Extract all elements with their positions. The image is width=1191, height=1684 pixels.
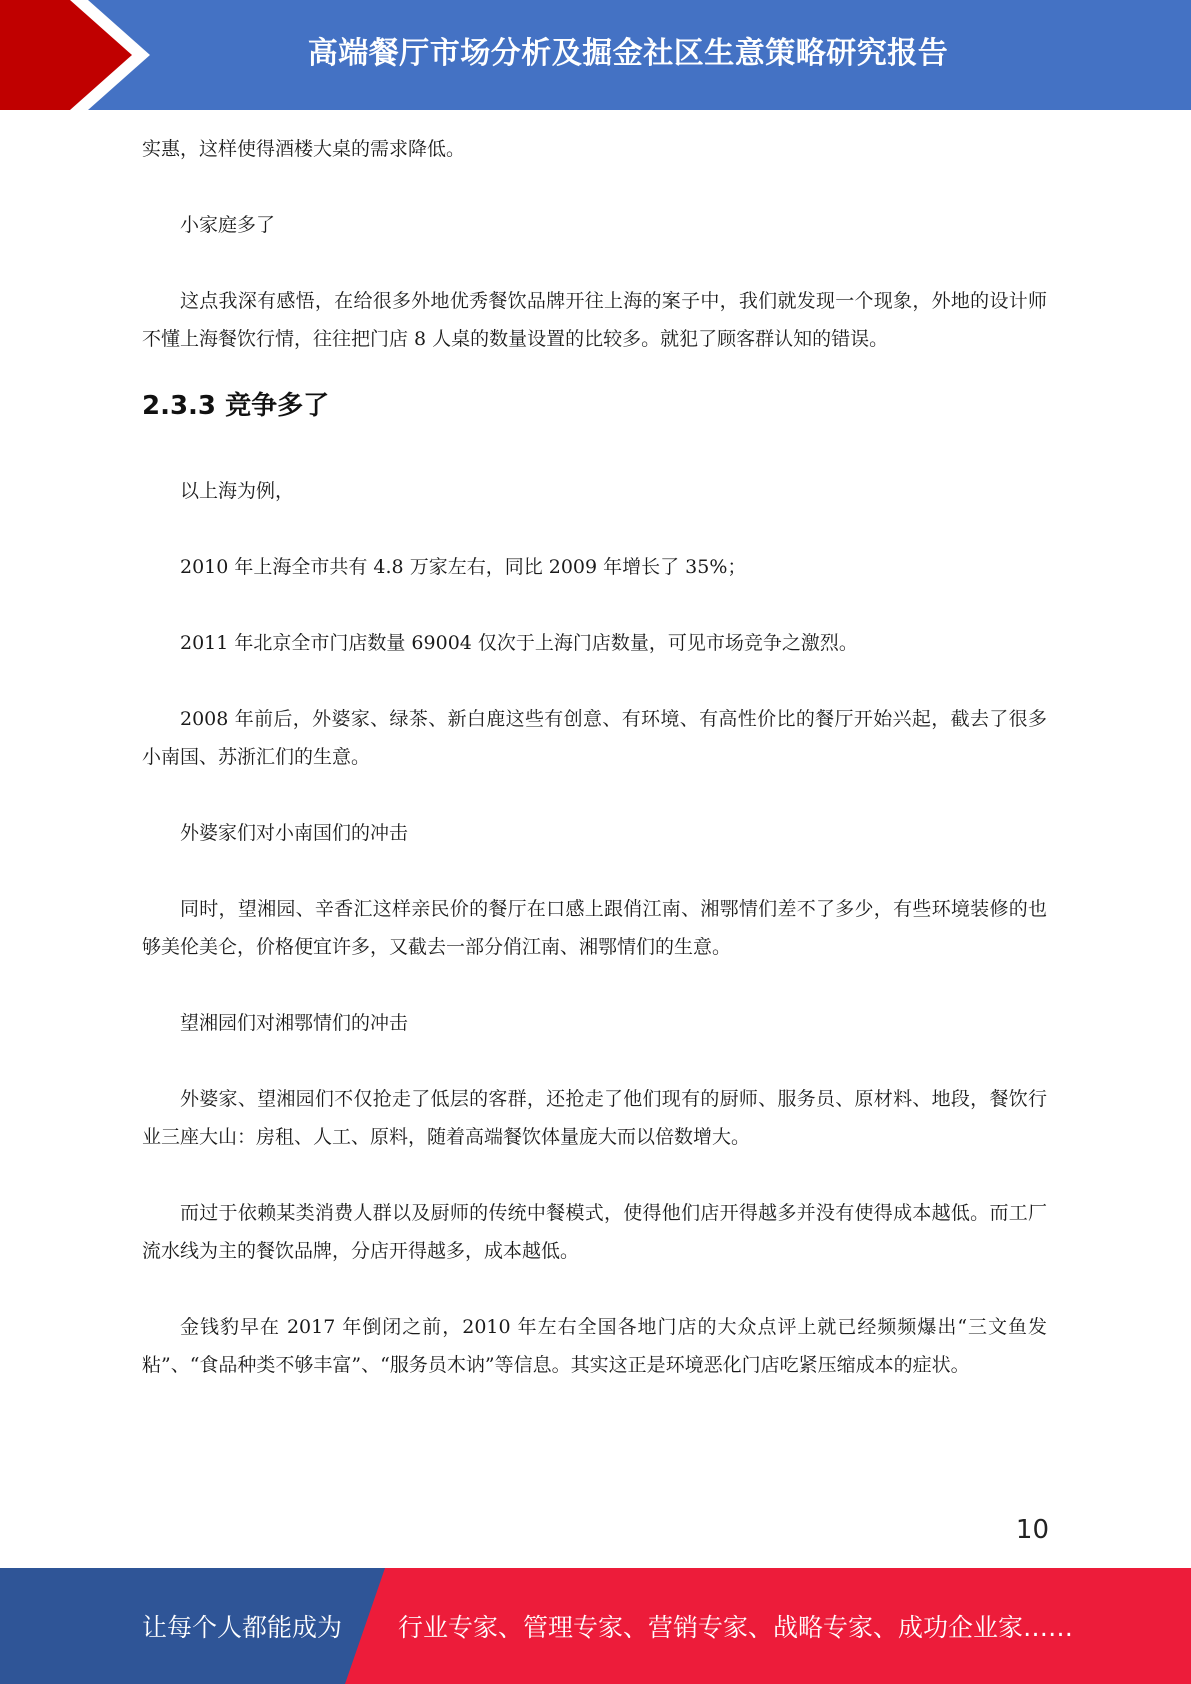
paragraph: 同时，望湘园、辛香汇这样亲民价的餐厅在口感上跟俏江南、湘鄂情们差不了多少，有些环境装修的也够美伦美仑，价格便宜许多，又截去一部分俏江南、湘鄂情们的生意。 xyxy=(142,898,1047,958)
paragraph: 外婆家、望湘园们不仅抢走了低层的客群，还抢走了他们现有的厨师、服务员、原材料、地段，餐饮行业三座大山：房租、人工、原料，随着高端餐饮体量庞大而以倍数增大。 xyxy=(142,1088,1047,1148)
header-arrow-icon xyxy=(0,0,160,110)
footer-slogan-left: 让每个人都能成为 xyxy=(142,1613,343,1642)
paragraph: 以上海为例， xyxy=(180,480,295,502)
page-footer xyxy=(0,1568,1191,1684)
paragraph: 而过于依赖某类消费人群以及厨师的传统中餐模式，使得他们店开得越多并没有使得成本越低。而工厂流水线为主的餐饮品牌，分店开得越多，成本越低。 xyxy=(142,1202,1047,1262)
paragraph: 金钱豹早在 2017 年倒闭之前，2010 年左右全国各地门店的大众点评上就已经频频爆出“三文鱼发粘”、“食品种类不够丰富”、“服务员木讷”等信息。其实这正是环境恶化门店吃紧压缩成本的症状。 xyxy=(142,1316,1047,1376)
paragraph: 2011 年北京全市门店数量 69004 仅次于上海门店数量，可见市场竞争之激烈。 xyxy=(180,632,858,654)
paragraph: 外婆家们对小南国们的冲击 xyxy=(180,822,409,844)
paragraph: 实惠，这样使得酒楼大桌的需求降低。 xyxy=(142,138,466,160)
document-body xyxy=(142,130,1047,1384)
page-number: 10 xyxy=(1015,1515,1049,1545)
paragraph: 2008 年前后，外婆家、绿茶、新白鹿这些有创意、有环境、有高性价比的餐厅开始兴起，截去了很多小南国、苏浙汇们的生意。 xyxy=(142,708,1047,768)
report-title: 高端餐厅市场分析及掘金社区生意策略研究报告 xyxy=(307,36,949,71)
paragraph: 望湘园们对湘鄂情们的冲击 xyxy=(180,1012,409,1034)
paragraph: 2010 年上海全市共有 4.8 万家左右，同比 2009 年增长了 35%； xyxy=(180,556,747,578)
section-heading: 2.3.3 竞争多了 xyxy=(142,391,330,421)
paragraph: 小家庭多了 xyxy=(180,214,276,236)
footer-slogan-right: 行业专家、管理专家、营销专家、战略专家、成功企业家…… xyxy=(398,1613,1074,1642)
paragraph: 这点我深有感悟，在给很多外地优秀餐饮品牌开往上海的案子中，我们就发现一个现象，外地的设计师不懂上海餐饮行情，往往把门店 8 人桌的数量设置的比较多。就犯了顾客群认知的错误。 xyxy=(142,290,1047,350)
page-header xyxy=(0,0,1191,110)
